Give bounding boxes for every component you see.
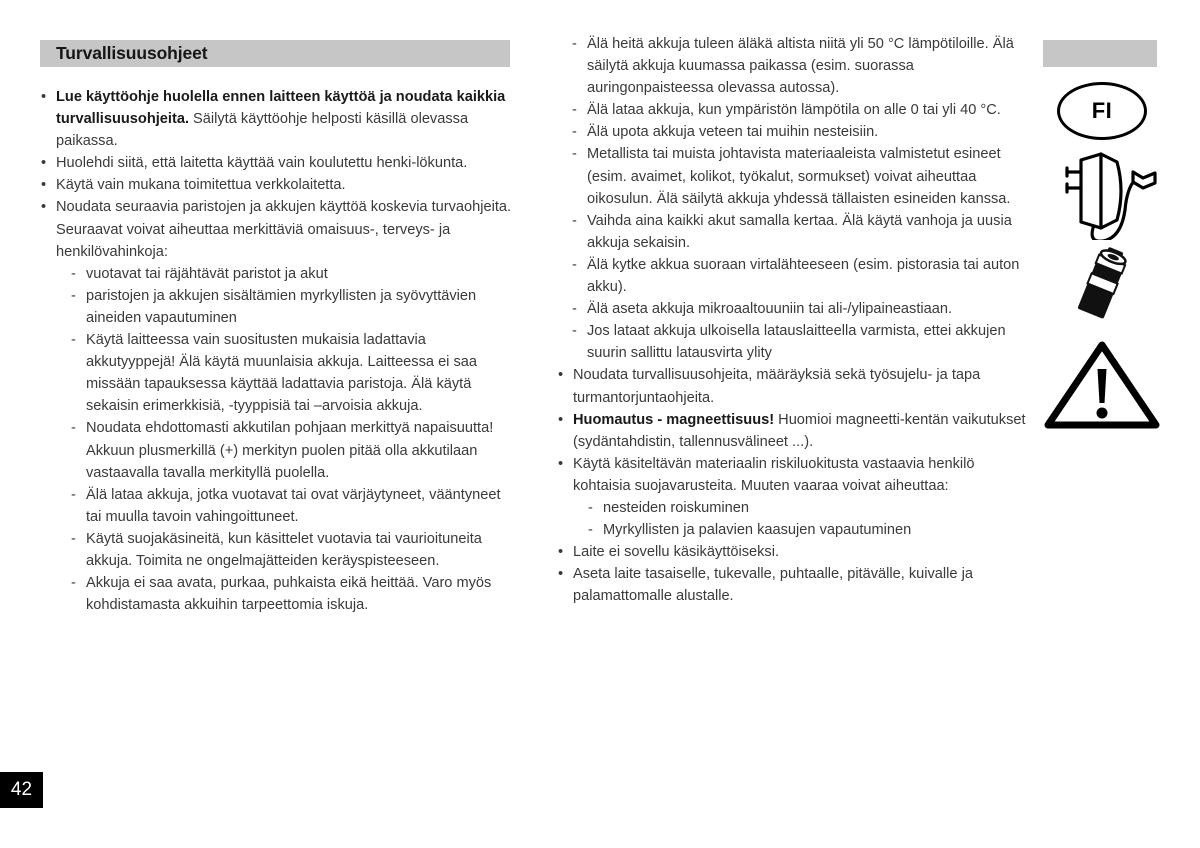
bullet-marker: • [558, 367, 564, 384]
sub-bullet-item [573, 497, 1027, 519]
bullet-item [557, 409, 1027, 453]
dash-marker: - [588, 522, 593, 539]
sub-bullet-item [56, 528, 518, 572]
bullet-marker: • [558, 411, 564, 428]
bullet-text: Älä kytke akkua suoraan virtalähteeseen (esim. pistorasia tai auton akku). [587, 256, 1020, 296]
bullet-item [40, 86, 518, 152]
sub-bullet-item [56, 285, 518, 329]
icon-rail [1043, 80, 1161, 433]
bullet-text: paristojen ja akkujen sisältämien myrkyllisten ja syövyttävien aineiden vapautuminen [86, 287, 477, 326]
language-code-label: FI [1057, 82, 1147, 140]
sub-bullet-list [573, 497, 1027, 541]
bullet-text: Vaihda aina kaikki akut samalla kertaa. Älä käytä vanhoja ja uusia akkuja sekaisin. [587, 212, 1012, 251]
bullet-text: Käytä vain mukana toimitettua verkkolaitetta. [56, 177, 346, 194]
sub-bullet-item [56, 263, 518, 285]
bullet-text: Huolehdi siitä, että laitetta käyttää vain koulutettu henki-lökunta. [56, 155, 468, 172]
sub-bullet-item [56, 572, 518, 616]
bullet-text: Älä heitä akkuja tuleen äläkä altista niitä yli 50 °C lämpötiloille. Älä säilytä akkuja kuumassa paikassa (esim. suorassa auringonpaisteessa olevassa autossa). [587, 36, 1014, 97]
bullet-text: Aseta laite tasaiselle, tukevalle, puhtaalle, pitävälle, kuivalle ja palamattomalle alustalle. [573, 566, 973, 605]
sub-bullet-item [557, 121, 1027, 143]
sub-bullet-item [557, 320, 1027, 364]
bullet-item [557, 364, 1027, 408]
bullet-text: Jos lataat akkuja ulkoisella latauslaitteella varmista, ettei akkujen suurin sallittu latausvirta ylity [587, 323, 1006, 362]
bullet-text: Noudata ehdottomasti akkutilan pohjaan merkittyä napaisuutta! Akkuun plusmerkillä (+) merkityn puolen pitää olla akkutilaan vastaavalla tavalla merkityllä puolella. [86, 420, 494, 481]
dash-marker: - [572, 323, 577, 340]
page-number: 42 [0, 772, 43, 808]
dash-marker: - [572, 301, 577, 318]
bullet-text: Laite ei sovellu käsikäyttöiseksi. [573, 544, 780, 561]
bullet-marker: • [558, 566, 564, 583]
bullet-text: Käytä käsiteltävän materiaalin riskiluokitusta vastaavia henkilö kohtaisia suojavarusteita. Muuten vaaraa voivat aiheuttaa: [573, 455, 975, 494]
sub-bullet-item [56, 417, 518, 483]
bullet-text: Metallista tai muista johtavista materiaaleista valmistetut esineet (esim. avaimet, kolikot, työkalut, sormukset) voivat aiheuttaa oikosulun. Älä säilytä akkuja yhdessä tällaisten esineiden kanssa. [587, 146, 1011, 207]
bullet-marker: • [558, 455, 564, 472]
bullet-text: Älä lataa akkuja, kun ympäristön lämpötila on alle 0 tai yli 40 °C. [587, 102, 1001, 119]
bullet-item [557, 541, 1027, 563]
sub-bullet-item [557, 298, 1027, 320]
sub-bullet-list [56, 263, 518, 617]
bullet-text-rest: Huomioi magneetti-kentän vaikutukset (sydäntahdistin, tallennusvälineet ...). [573, 411, 1026, 450]
bullet-text: Noudata turvallisuusohjeita, määräyksiä sekä työsujelu- ja tapa turmantorjuntaohjeita. [573, 367, 981, 406]
section-header-bar-right [1043, 40, 1157, 67]
dash-marker: - [71, 332, 76, 349]
bullet-text [573, 409, 1027, 453]
bullet-text-bold-lead: Huomautus - magneettisuus! [573, 411, 775, 428]
left-text-column [40, 86, 518, 616]
sub-bullet-item [56, 484, 518, 528]
sub-bullet-item [557, 254, 1027, 298]
dash-marker: - [71, 575, 76, 592]
sub-bullet-item [557, 99, 1027, 121]
power-adapter-icon [1043, 146, 1161, 241]
bullet-item [557, 563, 1027, 607]
dash-marker: - [572, 124, 577, 141]
bullet-text: Älä aseta akkuja mikroaaltouuniin tai ali-/ylipaineastiaan. [587, 301, 953, 318]
dash-marker: - [71, 420, 76, 437]
left-safety-list [40, 86, 518, 616]
bullet-text-bold-lead: Lue käyttöohje huolella ennen laitteen käyttöä ja noudata kaikkia turvallisuusohjeita. [56, 89, 506, 128]
bullet-text: Akkuja ei saa avata, purkaa, puhkaista eikä heittää. Varo myös kohdistamasta akkuihin tarpeettomia iskuja. [86, 575, 492, 614]
bullet-marker: • [41, 155, 47, 172]
dash-marker: - [572, 146, 577, 163]
sub-bullet-item [557, 210, 1027, 254]
sub-bullet-item [557, 143, 1027, 209]
flag-fi-badge [1043, 80, 1161, 142]
bullet-text [56, 86, 518, 152]
bullet-text: Noudata seuraavia paristojen ja akkujen käyttöä koskevia turvaohjeita. Seuraavat voivat aiheuttaa merkittäviä omaisuus-, terveys- ja henkilövahinkoja: [56, 199, 512, 260]
bullet-marker: • [558, 544, 564, 561]
dash-marker: - [588, 499, 593, 516]
dash-marker: - [572, 36, 577, 52]
bullet-marker: • [41, 199, 47, 216]
dash-marker: - [572, 256, 577, 273]
bullet-text: vuotavat tai räjähtävät paristot ja akut [86, 265, 328, 282]
bullet-item [40, 152, 518, 174]
sub-bullet-item [56, 329, 518, 417]
sub-bullet-item [573, 519, 1027, 541]
bullet-text-rest: Säilytä käyttöohje helposti käsillä olevassa paikassa. [56, 111, 469, 150]
bullet-text: nesteiden roiskuminen [603, 499, 750, 516]
dash-marker: - [572, 212, 577, 229]
right-safety-list [557, 33, 1027, 607]
bullet-text: Myrkyllisten ja palavien kaasujen vapautuminen [603, 522, 912, 539]
dash-marker: - [71, 486, 76, 503]
bullet-text: Älä lataa akkuja, jotka vuotavat tai ovat värjäytyneet, vääntyneet tai muulla tavoin vahingoittuneet. [86, 486, 501, 525]
dash-marker: - [71, 265, 76, 282]
bullet-item [40, 196, 518, 616]
dash-marker: - [71, 287, 76, 304]
bullet-item [557, 453, 1027, 541]
dash-marker: - [572, 102, 577, 119]
bullet-marker: • [41, 89, 47, 105]
bullet-text: Käytä laitteessa vain suositusten mukaisia ladattavia akkutyyppejä! Älä käytä muunlaisia akkuja. Laitteessa ei saa missään tapauksessa käyttää ladattavia paristoja. Älä käytä sekaisin erimerkkisiä, -tyyppisiä tai –arvoisia akkuja. [86, 332, 478, 415]
bullet-marker: • [41, 177, 47, 194]
bullet-text: Älä upota akkuja veteen tai muihin nesteisiin. [587, 124, 879, 141]
right-text-column [557, 33, 1027, 607]
sub-bullet-item [557, 33, 1027, 99]
warning-triangle-icon [1043, 337, 1161, 433]
bullet-text: Käytä suojakäsineitä, kun käsittelet vuotavia tai vaurioituneita akkuja. Toimita ne ongelmajätteiden keräyspisteeseen. [86, 530, 482, 569]
bullet-item [40, 174, 518, 196]
page-title: Turvallisuusohjeet [56, 43, 208, 63]
battery-icon [1043, 241, 1161, 329]
dash-marker: - [71, 530, 76, 547]
